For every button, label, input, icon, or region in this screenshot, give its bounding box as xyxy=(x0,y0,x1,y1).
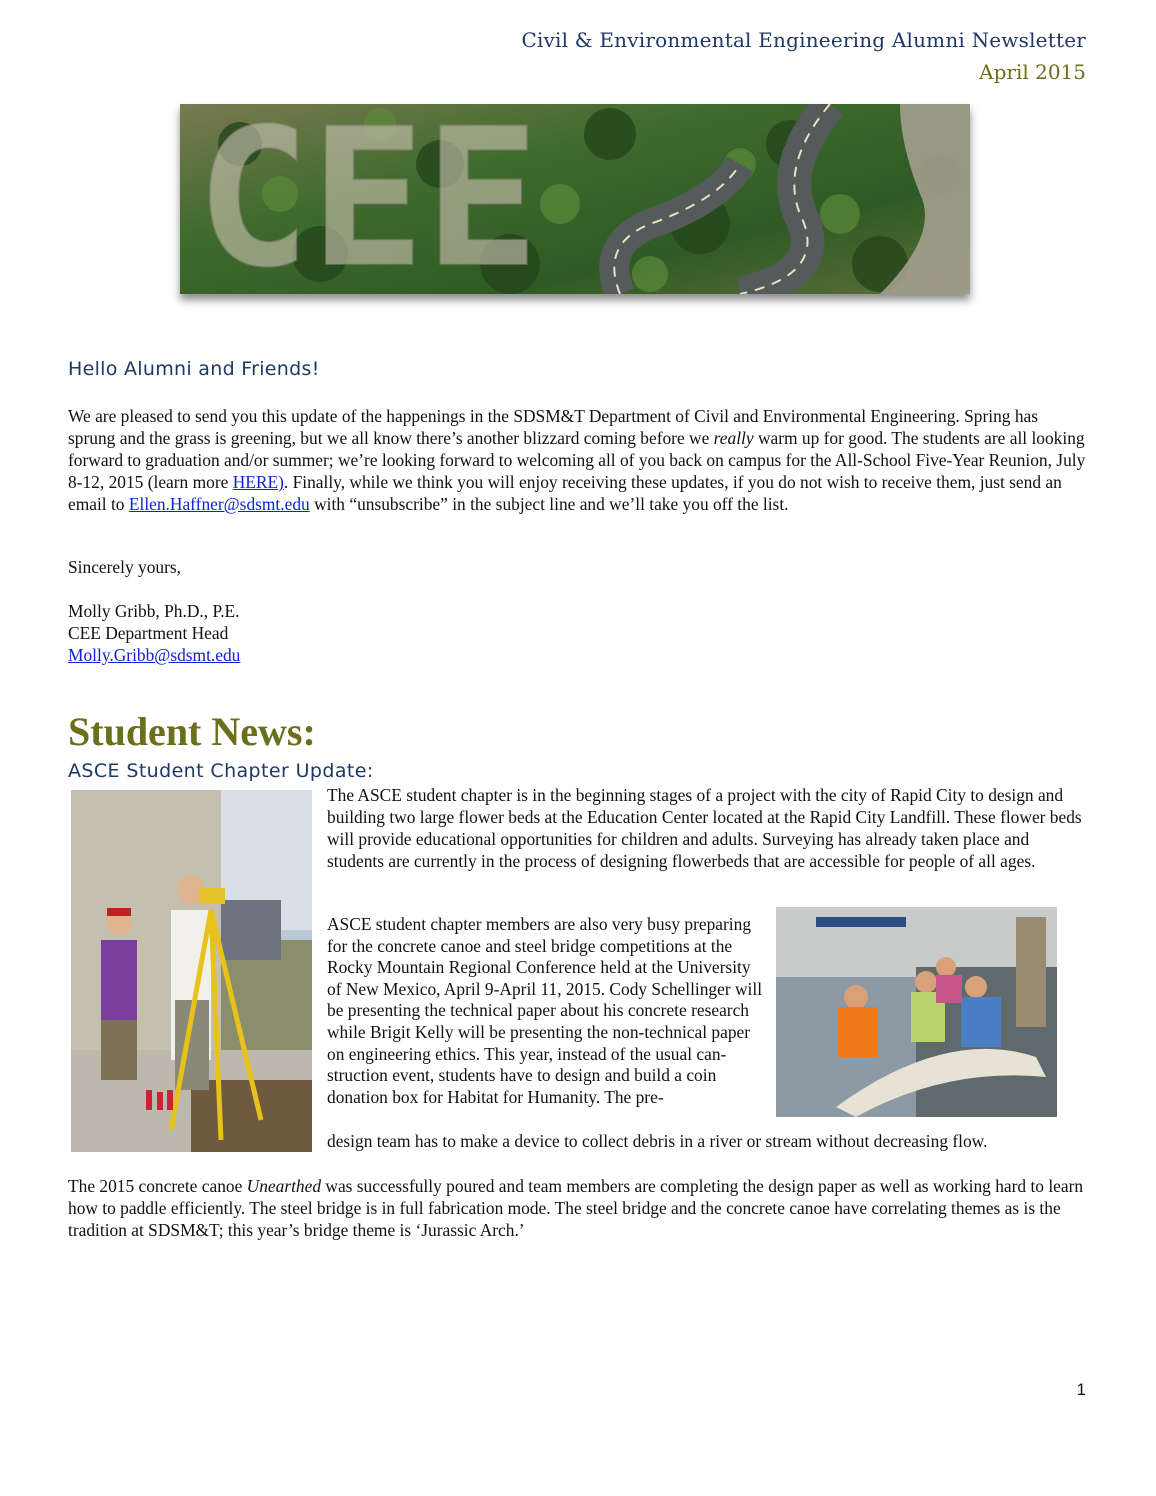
students-surveying-photo xyxy=(71,790,312,1152)
canoe-team-workshop-photo xyxy=(776,907,1057,1117)
signature-email-link[interactable]: Molly.Gribb@sdsmt.edu xyxy=(68,645,241,665)
signature-name: Molly Gribb, Ph.D., P.E. xyxy=(68,601,240,621)
newsletter-date: April 2015 xyxy=(979,60,1086,84)
newsletter-title: Civil & Environmental Engineering Alumni Newsletter xyxy=(521,28,1086,52)
asce-subheading: ASCE Student Chapter Update: xyxy=(68,760,374,782)
asce-paragraph-2: ASCE student chapter members are also very busy preparing for the concrete canoe and steel bridge competitions at the Rocky Mountain Regional Conference held at the University of New Mexico, April 9-April 11, 2015. Cody Schellinger will be presenting the technical paper about his concrete research while Brigit Kelly will be presenting the non-technical paper on engineering ethics. This year, instead of the usual can-struction event, students have to design and build a coin donation box for Habitat for Humanity. The pre- xyxy=(327,914,763,1107)
page-number: 1 xyxy=(1076,1380,1086,1399)
signature-role: CEE Department Head xyxy=(68,623,229,643)
asce-paragraph-2-continued: design team has to make a device to collect debris in a river or stream without decreasing flow. xyxy=(327,1131,988,1151)
reunion-here-link[interactable]: HERE) xyxy=(232,472,284,492)
unsubscribe-email-link[interactable]: Ellen.Haffner@sdsmt.edu xyxy=(128,494,310,514)
cee-banner-image xyxy=(180,104,970,294)
signature-block xyxy=(68,600,240,666)
student-news-heading: Student News: xyxy=(68,709,316,754)
banner-cee-text: CEE xyxy=(196,104,540,294)
closing-text: Sincerely yours, xyxy=(68,557,182,577)
greeting-heading: Hello Alumni and Friends! xyxy=(68,358,320,380)
asce-paragraph-3: The 2015 concrete canoe Unearthed was successfully poured and team members are completing the design paper as well as working hard to learn how to paddle efficiently. The steel bridge is in full fabrication mode. The steel bridge and the concrete canoe have correlating themes as is the tradition at SDSM&T; this year’s bridge theme is ‘Jurassic Arch.’ xyxy=(68,1176,1084,1240)
asce-paragraph-1: The ASCE student chapter is in the beginning stages of a project with the city of Rapid City to design and building two large flower beds at the Education Center located at the Rapid City Landfill. These flower beds will provide educational opportunities for children and adults. Surveying has already taken place and students are currently in the process of designing flowerbeds that are accessible for people of all ages. xyxy=(327,785,1082,871)
intro-paragraph: We are pleased to send you this update of the happenings in the SDSM&T Department of Civil and Environmental Engineering. Spring has sprung and the grass is greening, but we all know there’s another blizzard coming before we really warm up for good. The students are all looking forward to graduation and/or summer; we’re looking forward to welcoming all of you back on campus for the All-School Five-Year Reunion, July 8-12, 2015 (learn more HERE). Finally, while we think you will enjoy receiving these updates, if you do not wish to receive them, just send an email to Ellen.Haffner@sdsmt.edu with “unsubscribe” in the subject line and we’ll take you off the list. xyxy=(68,406,1086,514)
